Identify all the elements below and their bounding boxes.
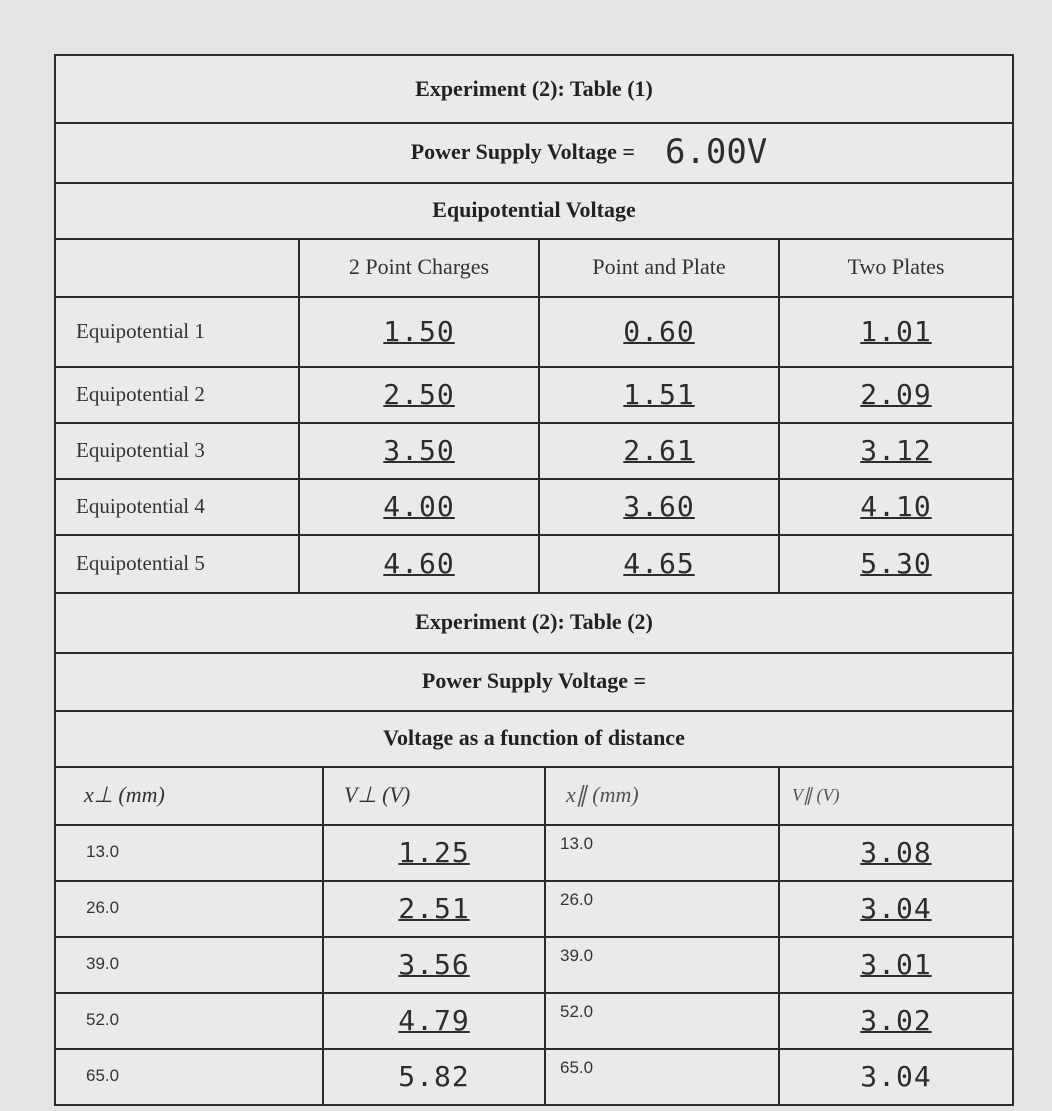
table2-voltage-label: Power Supply Voltage = xyxy=(56,652,1014,710)
table1-header-row xyxy=(56,238,1014,298)
table2-col-2: x∥ (mm) xyxy=(546,766,780,824)
table1-col-1: Point and Plate xyxy=(540,238,780,296)
table2-subtitle-row xyxy=(56,710,1014,768)
table-row: Equipotential 3 3.50 2.61 3.12 xyxy=(56,422,1014,480)
worksheet xyxy=(54,54,1014,1106)
table1-subtitle: Equipotential Voltage xyxy=(56,182,1014,238)
table-row: 52.0 4.79 52.0 3.02 xyxy=(56,992,1014,1050)
table1-title: Experiment (2): Table (1) xyxy=(56,56,1014,122)
table1-col-2: Two Plates xyxy=(780,238,1014,296)
table2-header-row xyxy=(56,766,1014,826)
table2-col-1: V⊥ (V) xyxy=(324,766,546,824)
table2-title-row xyxy=(56,592,1014,654)
table-row: Equipotential 1 1.50 0.60 1.01 xyxy=(56,296,1014,368)
table-row: 65.0 5.82 65.0 3.04 xyxy=(56,1048,1014,1106)
table1-title-row xyxy=(56,56,1014,124)
table-row: 26.0 2.51 26.0 3.04 xyxy=(56,880,1014,938)
table1-col-0: 2 Point Charges xyxy=(300,238,540,296)
table-row: Equipotential 5 4.60 4.65 5.30 xyxy=(56,534,1014,594)
table-row: 13.0 1.25 13.0 3.08 xyxy=(56,824,1014,882)
table1-subtitle-row xyxy=(56,182,1014,240)
table2-title: Experiment (2): Table (2) xyxy=(56,592,1014,652)
table2-voltage-row xyxy=(56,652,1014,712)
table2-col-0: x⊥ (mm) xyxy=(56,766,324,824)
table-row: 39.0 3.56 39.0 3.01 xyxy=(56,936,1014,994)
table-row: Equipotential 2 2.50 1.51 2.09 xyxy=(56,366,1014,424)
table1-voltage-label: Power Supply Voltage = xyxy=(410,139,635,164)
table1-voltage-row xyxy=(56,122,1014,184)
table2-subtitle: Voltage as a function of distance xyxy=(56,710,1014,766)
table-row: Equipotential 4 4.00 3.60 4.10 xyxy=(56,478,1014,536)
table1-voltage-value: 6.00V xyxy=(664,132,768,172)
table2-col-3: V∥ (V) xyxy=(780,766,1014,824)
